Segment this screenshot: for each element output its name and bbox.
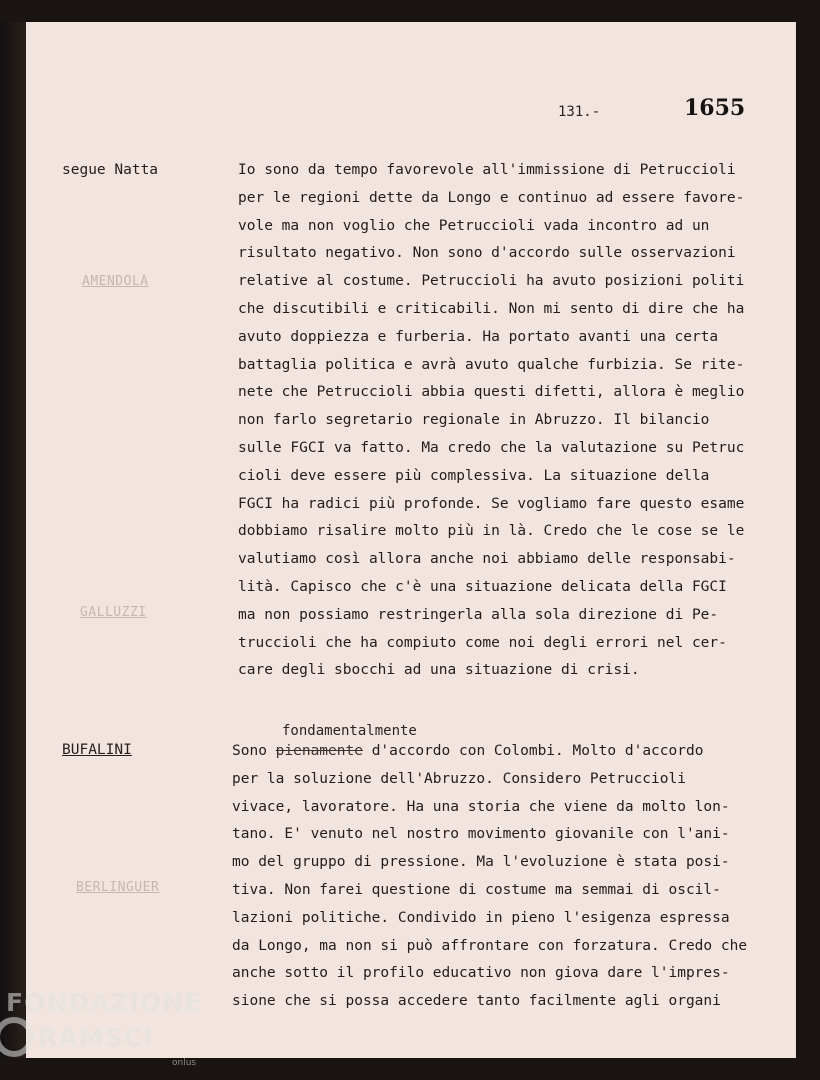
text-line: valutiamo così allora anche noi abbiamo delle responsabi- (238, 551, 736, 568)
faint-name: AMENDOLA (82, 274, 149, 289)
text-line: sulle FGCI va fatto. Ma credo che la valutazione su Petruc (238, 439, 745, 456)
gramsci-logo-icon (0, 1017, 34, 1057)
text-line: avuto doppiezza e furberia. Ha portato avanti una certa (238, 328, 719, 345)
text-line: lità. Capisco che c'è una situazione delicata della FGCI (238, 578, 727, 595)
text-line: mo del gruppo di pressione. Ma l'evoluzione è stata posi- (232, 854, 730, 871)
watermark-line1: FONDAZIONE (6, 988, 203, 1017)
text-line: lazioni politiche. Condivido in pieno l'esigenza espressa (232, 909, 730, 926)
speaker-label-bufalini: BUFALINI (62, 742, 132, 758)
text-line: tiva. Non farei questione di costume ma semmai di oscil- (232, 881, 721, 898)
text-line: anche sotto il profilo educativo non giova dare l'impres- (232, 965, 730, 982)
text-line: tano. E' venuto nel nostro movimento giovanile con l'ani- (232, 826, 730, 843)
text-line: Io sono da tempo favorevole all'immissione di Petruccioli (238, 162, 736, 178)
faint-name: BERLINGUER (76, 880, 160, 895)
line-start: Sono (232, 743, 267, 759)
text-line: risultato negativo. Non sono d'accordo sulle osservazioni (238, 245, 736, 262)
scan-edge (0, 22, 26, 1058)
text-line: da Longo, ma non si può affrontare con forzatura. Credo che (232, 937, 748, 954)
faint-name: GALLUZZI (80, 605, 147, 620)
natta-paragraph (238, 157, 798, 685)
text-line: care degli sbocchi ad una situazione di crisi. (238, 662, 640, 679)
text-line: vivace, lavoratore. Ha una storia che viene da molto lon- (232, 798, 730, 815)
text-line (232, 738, 792, 766)
text-line: truccioli che ha compiuto come noi degli errori nel cer- (238, 634, 727, 651)
text-line: nete che Petruccioli abbia questi difetti, allora è meglio (238, 384, 745, 401)
page-stamp-number: 1655 (684, 95, 746, 121)
watermark-line2 (28, 1017, 202, 1057)
watermark-line2-text: RAMSCI (38, 1022, 154, 1052)
text-line: vole ma non voglio che Petruccioli vada incontro ad un (238, 217, 710, 234)
bufalini-paragraph (232, 738, 792, 1016)
text-line: FGCI ha radici più profonde. Se vogliamo fare questo esame (238, 495, 745, 512)
line-rest: d'accordo con Colombi. Molto d'accordo (371, 743, 704, 759)
text-line: battaglia politica e avrà avuto qualche furbizia. Se rite- (238, 356, 745, 373)
text-line: non farlo segretario regionale in Abruzzo. Il bilancio (238, 412, 710, 429)
text-line: relative al costume. Petruccioli ha avuto posizioni politi (238, 273, 745, 290)
fondazione-gramsci-watermark (6, 990, 202, 1068)
text-line: che discutibili e criticabili. Non mi sento di dire che ha (238, 300, 745, 317)
struck-word: pienamente (275, 743, 363, 759)
speaker-label-natta: segue Natta (62, 162, 159, 178)
watermark-onlus: onlus (172, 1058, 197, 1068)
text-line: per la soluzione dell'Abruzzo. Considero Petruccioli (232, 770, 686, 787)
handwritten-correction: fondamentalmente (282, 723, 417, 739)
text-line: dobbiamo risalire molto più in là. Credo che le cose se le (238, 523, 745, 540)
text-line: per le regioni dette da Longo e continuo ad essere favore- (238, 189, 745, 206)
page-number: 131.- (558, 104, 601, 120)
text-line: cioli deve essere più complessiva. La situazione della (238, 467, 710, 484)
text-line: sione che si possa accedere tanto facilmente agli organi (232, 993, 721, 1010)
text-line: ma non possiamo restringerla alla sola direzione di Pe- (238, 606, 719, 623)
